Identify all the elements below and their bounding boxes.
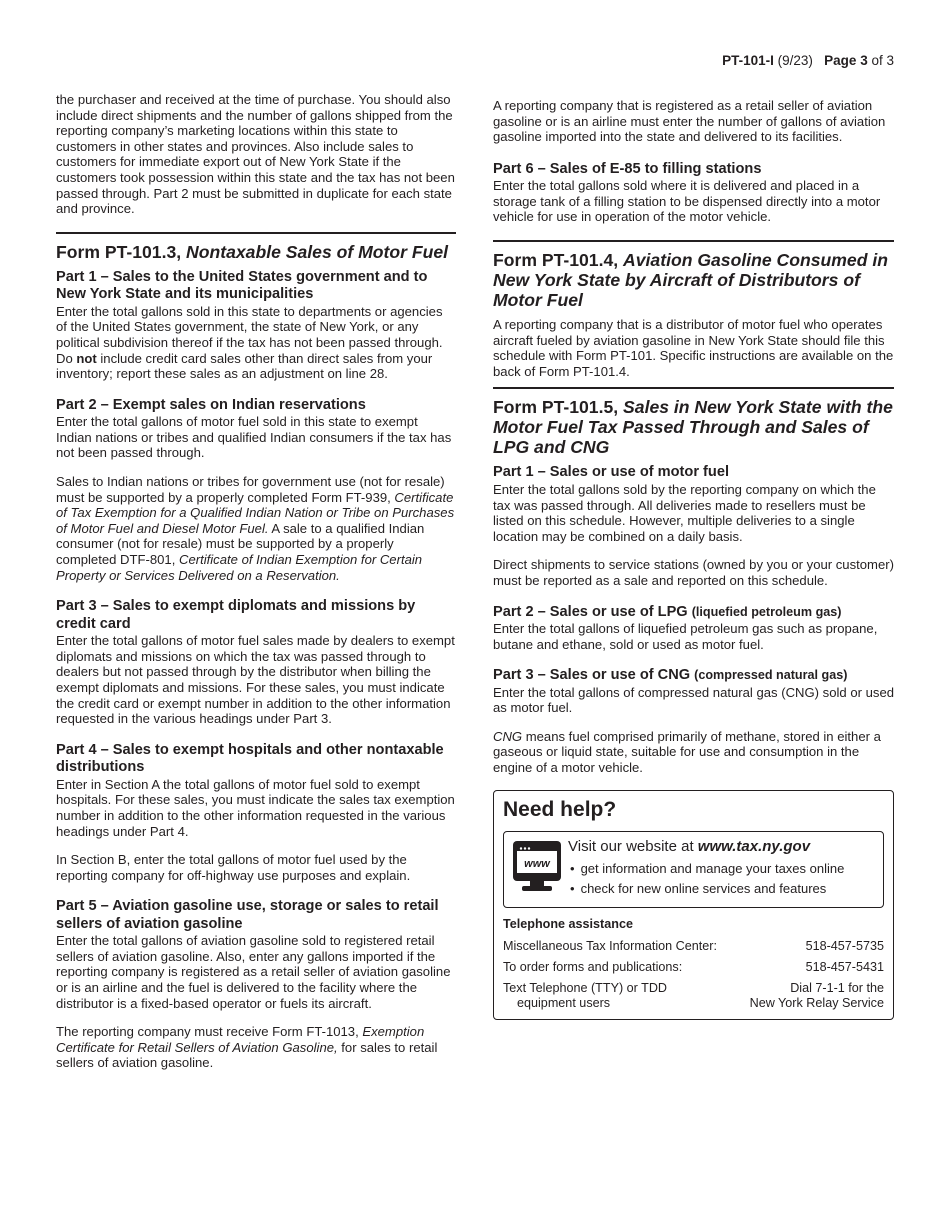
part4-text: Enter in Section A the total gallons of motor fuel sold to exempt hospitals. For these sales, you must indicate the sales tax exemption number in addition to the other information requested in the various headings under Part 4.	[56, 776, 455, 839]
r-part1-heading: Part 1 – Sales or use of motor fuel	[493, 464, 730, 481]
website-lead: Visit our website at	[568, 837, 698, 855]
part1-heading: Part 1 – Sales to the United States government and to New York State and its municipalities	[56, 268, 428, 303]
computer-monitor-icon	[512, 838, 568, 899]
tel-number: Dial 7-1-1 for the New York Relay Service	[749, 980, 884, 1010]
part5-section	[56, 898, 456, 1071]
part6-section	[493, 161, 894, 225]
r-part2-text: Enter the total gallons of liquefied petroleum gas such as propane, butane and ethane, sold or used as motor fuel.	[493, 621, 878, 652]
need-help-box	[493, 790, 894, 1020]
r-part3-text-2: CNG means fuel comprised primarily of methane, stored in either a gaseous or liquid state, suitable for use and consumption in the engine of a motor vehicle.	[493, 728, 881, 776]
r-part3-heading: Part 3 – Sales or use of CNG (compressed natural gas)	[493, 667, 848, 684]
part2-text: Enter the total gallons of motor fuel sold in this state to exempt Indian nations or tribes and qualified Indian consumers if the tax has not been passed through.	[56, 414, 452, 461]
intro-paragraph: the purchaser and received at the time of purchase. You should also include direct shipments and the number of gallons shipped from the reporting company’s marketing locations within this state to customers in other states and provinces. Also include sales to customers for immediate export out of New York State if the customers took possession within this state and the tax has not been passed through. Part 2 must be submitted in duplicate for each state and province.	[56, 92, 455, 217]
website-box	[503, 831, 884, 908]
form-pt1015-title: Form PT-101.5, Sales in New York State with the Motor Fuel Tax Passed Through and Sales of LPG and CNG	[493, 397, 893, 458]
tel-row-forms	[503, 960, 884, 975]
form-pt1015-section	[493, 387, 894, 775]
part2-section	[56, 397, 456, 583]
tel-number: 518-457-5431	[805, 959, 884, 974]
part3-heading: Part 3 – Sales to exempt diplomats and missions by credit card	[56, 598, 416, 632]
r-part2-heading: Part 2 – Sales or use of LPG (liquefied petroleum gas)	[493, 603, 842, 620]
page-of: of 3	[871, 53, 894, 68]
r-part3-text: Enter the total gallons of compressed natural gas (CNG) sold or used as motor fuel.	[493, 684, 895, 716]
form-pt1014-section	[493, 240, 894, 379]
telephone-assistance-title: Telephone assistance	[503, 916, 633, 931]
r-part1-text: Enter the total gallons sold by the reporting company on which the tax was passed through. All deliveries made to resellers must be listed on this schedule. However, multiple deliveries to a single location may be combined on a daily basis.	[493, 481, 876, 544]
right-intro-paragraph: A reporting company that is registered as a retail seller of aviation gasoline or is an airline must enter the number of gallons of aviation gasoline imported into the state and delivered to its facilities.	[493, 98, 886, 145]
form-pt1013-title: Form PT-101.3, Nontaxable Sales of Motor Fuel	[56, 241, 449, 262]
part6-text: Enter the total gallons sold where it is delivered and placed in a storage tank of a filling station to be dispensed directly into a motor vehicle for use in operation of the motor vehicle.	[493, 178, 881, 225]
website-link[interactable]: www.tax.ny.gov	[697, 837, 811, 855]
website-text	[568, 838, 844, 899]
left-column	[56, 92, 456, 1086]
r-part1-text-2: Direct shipments to service stations (owned by you or your customer) must be reported as a sale and reported on this schedule.	[493, 557, 894, 588]
part6-heading: Part 6 – Sales of E-85 to filling stations	[493, 160, 762, 177]
part4-text-2: In Section B, enter the total gallons of motor fuel used by the reporting company for off-highway use purposes and explain.	[56, 852, 411, 883]
part3-section	[56, 598, 456, 727]
tel-label: Miscellaneous Tax Information Center:	[503, 938, 717, 953]
part1-text: Enter the total gallons sold in this state to departments or agencies of the United States government, the state of New York, or any political subdivision thereof if the tax has not been passed through. Do not include credit card sales other than direct sales from your inventory; report these sales as an adjustment on line 28.	[56, 303, 443, 382]
form-pt1014-text: A reporting company that is a distributor of motor fuel who operates aircraft fueled by aviation gasoline in New York State should file this schedule with Form PT-101. Specific instructions are available on the back of Form PT-101.4.	[493, 317, 894, 379]
form-pt1013-section	[56, 232, 456, 1071]
tel-label: To order forms and publications:	[503, 959, 683, 974]
part3-text: Enter the total gallons of motor fuel sales made by dealers to exempt diplomats and missions on which the tax was passed through to dealers but not passed through by the distributor when billing the exempt diplomats and missions. For these sales, you must indicate the credit card or exempt number in addition to the other information requested in the various headings under Part 3.	[56, 633, 455, 727]
form-revision: (9/23)	[777, 53, 813, 68]
website-bullet: • get information and manage your taxes online	[582, 859, 844, 879]
part1-section	[56, 269, 456, 382]
part2-heading: Part 2 – Exempt sales on Indian reservations	[56, 396, 366, 413]
part5-text: Enter the total gallons of aviation gasoline sold to registered retail sellers of aviation gasoline. Also, enter any gallons imported if the reporting company is registered as a retail seller of aviation gasoline or is an airline and the fuel is delivered to the facility where the distributor is a fixed-based operator or fuels its aircraft.	[56, 933, 451, 1011]
website-bullets	[568, 859, 844, 899]
tel-row-tty	[503, 981, 884, 1011]
part4-section	[56, 742, 456, 884]
part5-heading: Part 5 – Aviation gasoline use, storage or sales to retail sellers of aviation gasoline	[56, 898, 439, 932]
form-pt1014-title: Form PT-101.4, Aviation Gasoline Consumed in New York State by Aircraft of Distributors of Motor Fuel	[493, 250, 888, 311]
part2-text-2: Sales to Indian nations or tribes for government use (not for resale) must be supported by a properly completed Form FT-939, Certificate of Tax Exemption for a Qualified Indian Nation or Tribe on Purchases of Motor Fuel and Diesel Motor Fuel. A sale to a qualified Indian consumer (not for resale) must be supported by a properly completed DTF-801, Certificate of Indian Exemption for Certain Property or Services Delivered on a Reservation.	[56, 474, 455, 583]
page-label: Page 3	[824, 53, 868, 68]
form-id: PT-101-I	[722, 53, 774, 68]
tel-number: 518-457-5735	[805, 938, 884, 953]
page-header	[722, 53, 894, 68]
tel-label: Text Telephone (TTY) or TDD equipment users	[503, 980, 668, 1010]
r-part1-section	[493, 464, 894, 588]
need-help-title: Need help?	[503, 797, 617, 821]
tel-row-misc	[503, 939, 884, 954]
r-part2-section	[493, 604, 894, 653]
website-bullet: • check for new online services and features	[582, 879, 844, 899]
www-icon-text: www	[524, 857, 550, 870]
part5-text-2: The reporting company must receive Form FT-1013, Exemption Certificate for Retail Sellers of Aviation Gasoline, for sales to retail sellers of aviation gasoline.	[56, 1024, 438, 1071]
part4-heading: Part 4 – Sales to exempt hospitals and other nontaxable distributions	[56, 741, 444, 776]
r-part3-section	[493, 667, 894, 775]
right-column	[493, 98, 894, 1020]
